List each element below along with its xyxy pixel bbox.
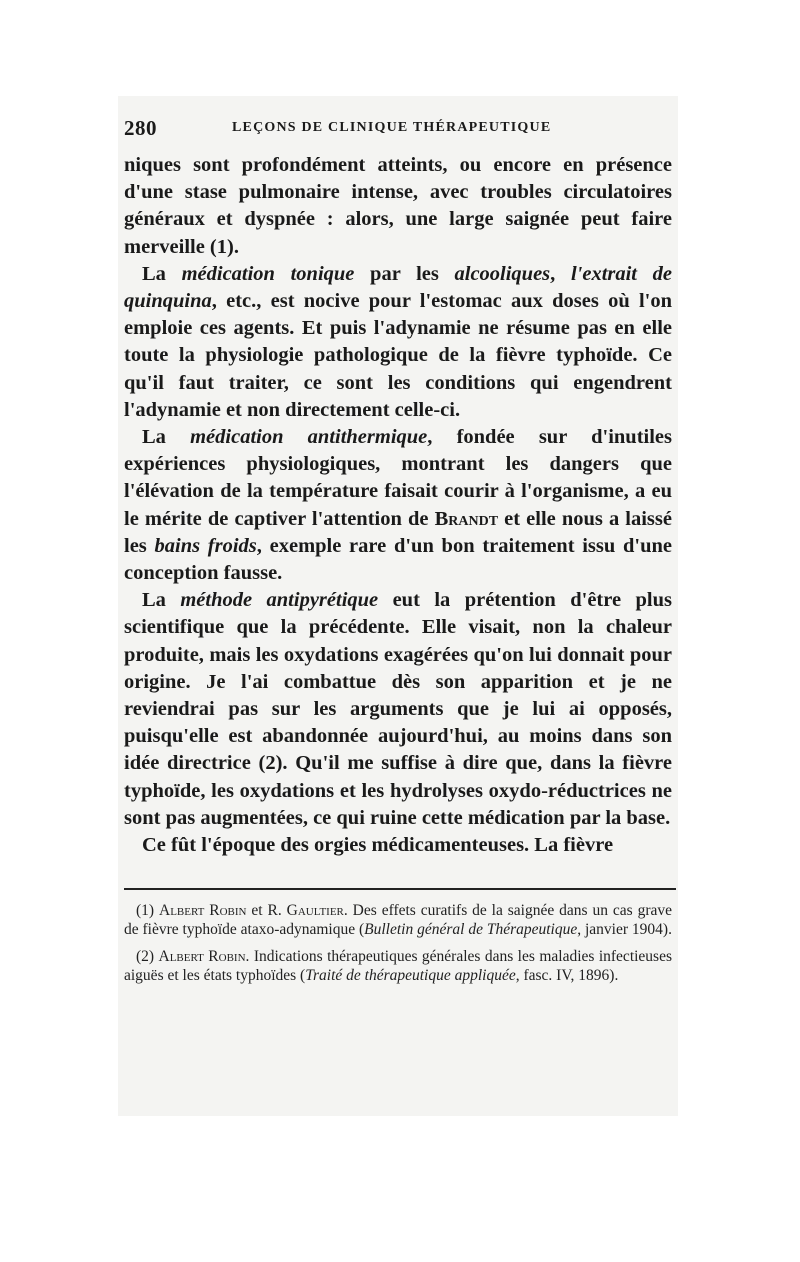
text-run: , fondée sur d'inutiles expériences physiologiques, montrant les dangers que l'élévation de la température faisait courir à l'organisme, a eu le mérite de captiver l'attention de — [124, 426, 672, 530]
text-run: , etc., est nocive pour l'estomac aux doses où l'on emploie ces agents. Et puis l'adynamie ne résume pas en elle toute la physiologie pathologique de la fièvre typhoïde. Ce qu'il faut traiter, ce sont les conditions qui engendrent l'adynamie et non directement celle-ci. — [124, 290, 672, 421]
text-run: . Indications thérapeutiques générales dans les maladies infectieuses aiguës et les états typhoïdes ( — [124, 948, 672, 984]
paragraph-2 — [124, 261, 672, 424]
text-run: , fasc. IV, 1896). — [515, 966, 619, 984]
author-name: Brandt — [434, 507, 499, 530]
running-head: LEÇONS DE CLINIQUE THÉRAPEUTIQUE — [232, 120, 552, 135]
text-run: , janvier 1904). — [577, 920, 672, 938]
italic-term: méthode antipyrétique — [180, 589, 379, 612]
paragraph-5: Ce fût l'époque des orgies médicamenteuses. La fièvre — [142, 834, 614, 857]
text-run: et elle nous a laissé les — [124, 507, 672, 557]
text-run: . Des effets curatifs de la saignée dans un cas grave de fièvre typhoïde ataxo-adynamique ( — [124, 902, 673, 938]
italic-term: médication antithermique — [190, 426, 428, 449]
author-name: Albert Robin — [158, 948, 246, 965]
page-header — [124, 116, 564, 140]
paragraph-1: niques sont profondément atteints, ou encore en présence d'une stase pulmonaire intense, avec troubles circulatoires généraux et dyspnée : alors, une large saignée peut faire merveille (1). — [124, 154, 672, 258]
italic-term: alcooliques — [454, 262, 551, 285]
text-run: La — [142, 262, 182, 285]
text-run: , — [550, 262, 571, 285]
text-run: par les — [354, 262, 455, 285]
paragraph-4 — [124, 587, 672, 832]
page-number: 280 — [124, 116, 157, 140]
footnote-1 — [124, 902, 672, 939]
author-name: Albert Robin — [159, 902, 247, 919]
text-run: (2) — [136, 948, 159, 965]
paragraph-3 — [124, 424, 672, 587]
footnotes — [124, 902, 672, 994]
text-run: (1) — [136, 902, 159, 919]
italic-term: bains froids — [154, 534, 257, 557]
italic-term: médication tonique — [181, 262, 355, 285]
text-run: La — [142, 589, 181, 612]
italic-term: l'extrait de quinquina — [124, 262, 673, 313]
text-run: et — [246, 902, 268, 919]
author-name: R. Gaultier — [267, 902, 344, 919]
footnote-rule — [124, 888, 676, 890]
journal-title: Bulletin général de Thérapeutique — [364, 920, 578, 938]
text-run: La — [142, 426, 191, 449]
text-run: eut la prétention d'être plus scientifique que la précédente. Elle visait, non la chaleur produite, mais les oxydations exagérées qu'on lui donnait pour origine. Je l'ai combattue dès son apparition et je ne reviendrai pas sur les arguments que je lui ai opposés, puisqu'elle est abandonnée aujourd'hui, au moins dans son idée directrice (2). Qu'il me suffise à dire que, dans la fièvre typhoïde, les oxydations et les hydrolyses oxydo-réductrices ne sont pas augmentées, ce qui ruine cette médication par la base. — [124, 589, 672, 829]
footnote-2 — [124, 948, 672, 985]
book-title: Traité de thérapeutique appliquée — [305, 966, 516, 984]
text-run: , exemple rare d'un bon traitement issu d'une conception fausse. — [124, 534, 672, 585]
body-text — [124, 152, 672, 859]
